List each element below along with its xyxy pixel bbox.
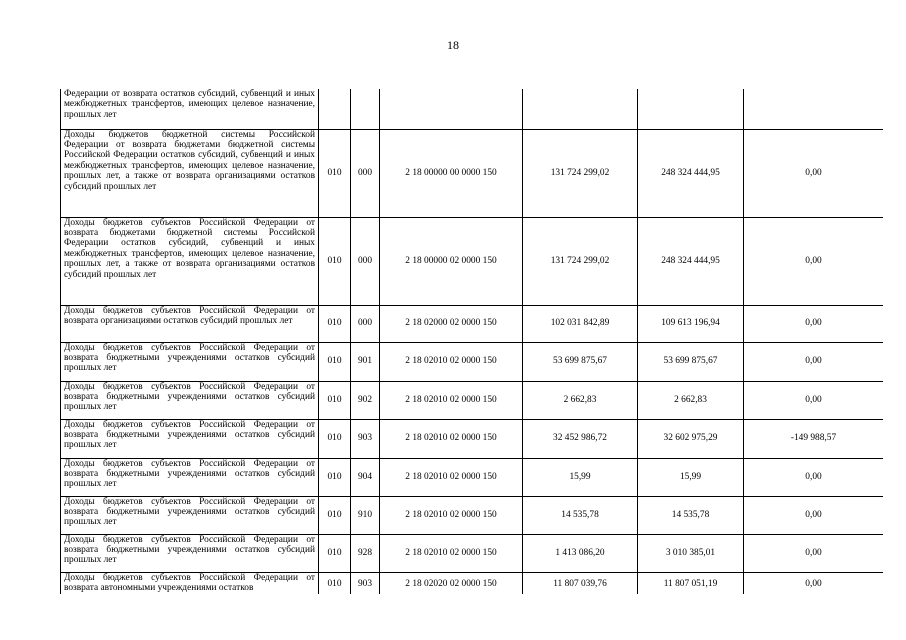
column-b-cell <box>351 89 380 129</box>
value-2-cell: 53 699 875,67 <box>638 342 744 381</box>
table-row <box>61 342 884 381</box>
description-cell: Федерации от возврата остатков субсидий, субвенций и иных межбюджетных трансфертов, имеющих целевое назначение, прошлых лет <box>61 89 319 129</box>
column-a-cell: 010 <box>319 572 351 594</box>
table-row <box>61 381 884 419</box>
value-2-cell: 14 535,78 <box>638 496 744 534</box>
value-3-cell: 0,00 <box>744 458 884 496</box>
description-cell: Доходы бюджетов субъектов Российской Федерации от возврата бюджетными учреждениями остатков субсидий прошлых лет <box>61 458 319 496</box>
column-b-cell: 928 <box>351 534 380 572</box>
budget-code-cell: 2 18 02010 02 0000 150 <box>380 496 523 534</box>
column-b-cell: 902 <box>351 381 380 419</box>
column-b-cell: 903 <box>351 572 380 594</box>
column-b-cell: 000 <box>351 305 380 342</box>
value-2-cell <box>638 89 744 129</box>
column-b-cell: 904 <box>351 458 380 496</box>
table-row <box>61 129 884 217</box>
value-3-cell: 0,00 <box>744 572 884 594</box>
value-3-cell: 0,00 <box>744 496 884 534</box>
description-cell: Доходы бюджетов субъектов Российской Федерации от возврата бюджетными учреждениями остатков субсидий прошлых лет <box>61 342 319 381</box>
value-3-cell: 0,00 <box>744 129 884 217</box>
column-a-cell: 010 <box>319 419 351 458</box>
table-row <box>61 217 884 305</box>
table-row <box>61 572 884 594</box>
budget-code-cell: 2 18 00000 02 0000 150 <box>380 217 523 305</box>
column-b-cell: 000 <box>351 129 380 217</box>
table-row <box>61 534 884 572</box>
column-a-cell: 010 <box>319 381 351 419</box>
column-a-cell: 010 <box>319 129 351 217</box>
value-1-cell <box>523 89 638 129</box>
table-container <box>60 89 883 594</box>
column-a-cell <box>319 89 351 129</box>
value-2-cell: 2 662,83 <box>638 381 744 419</box>
table-row <box>61 89 884 129</box>
value-3-cell <box>744 89 884 129</box>
table-row <box>61 458 884 496</box>
column-a-cell: 010 <box>319 534 351 572</box>
value-2-cell: 32 602 975,29 <box>638 419 744 458</box>
budget-code-cell: 2 18 02010 02 0000 150 <box>380 419 523 458</box>
budget-code-cell <box>380 89 523 129</box>
value-1-cell: 11 807 039,76 <box>523 572 638 594</box>
value-1-cell: 102 031 842,89 <box>523 305 638 342</box>
value-3-cell: 0,00 <box>744 217 884 305</box>
value-1-cell: 15,99 <box>523 458 638 496</box>
column-b-cell: 901 <box>351 342 380 381</box>
table-row <box>61 305 884 342</box>
budget-code-cell: 2 18 02010 02 0000 150 <box>380 458 523 496</box>
description-cell: Доходы бюджетов субъектов Российской Федерации от возврата автономными учреждениями остатков <box>61 572 319 594</box>
value-1-cell: 131 724 299,02 <box>523 129 638 217</box>
description-cell: Доходы бюджетов бюджетной системы Российской Федерации от возврата бюджетами бюджетной системы Российской Федерации остатков субсидий, субвенций и иных межбюджетных трансфертов, имеющих целевое назначение, прошлых лет, а также от возврата организациями остатков субсидий прошлых лет <box>61 129 319 217</box>
budget-code-cell: 2 18 02020 02 0000 150 <box>380 572 523 594</box>
budget-code-cell: 2 18 02010 02 0000 150 <box>380 342 523 381</box>
column-b-cell: 910 <box>351 496 380 534</box>
table-row <box>61 419 884 458</box>
description-cell: Доходы бюджетов субъектов Российской Федерации от возврата бюджетами бюджетной системы Российской Федерации остатков субсидий, субвенций и иных межбюджетных трансфертов, имеющих целевое назначение, прошлых лет, а также от возврата организациями остатков субсидий прошлых лет <box>61 217 319 305</box>
value-2-cell: 248 324 444,95 <box>638 129 744 217</box>
table-body <box>61 89 884 594</box>
value-1-cell: 131 724 299,02 <box>523 217 638 305</box>
value-2-cell: 3 010 385,01 <box>638 534 744 572</box>
value-3-cell: 0,00 <box>744 342 884 381</box>
value-2-cell: 15,99 <box>638 458 744 496</box>
column-b-cell: 903 <box>351 419 380 458</box>
value-3-cell: 0,00 <box>744 305 884 342</box>
value-2-cell: 109 613 196,94 <box>638 305 744 342</box>
budget-code-cell: 2 18 00000 00 0000 150 <box>380 129 523 217</box>
column-b-cell: 000 <box>351 217 380 305</box>
value-1-cell: 32 452 986,72 <box>523 419 638 458</box>
value-1-cell: 2 662,83 <box>523 381 638 419</box>
column-a-cell: 010 <box>319 458 351 496</box>
description-cell: Доходы бюджетов субъектов Российской Федерации от возврата бюджетными учреждениями остатков субсидий прошлых лет <box>61 534 319 572</box>
description-cell: Доходы бюджетов субъектов Российской Федерации от возврата бюджетными учреждениями остатков субсидий прошлых лет <box>61 419 319 458</box>
budget-code-cell: 2 18 02000 02 0000 150 <box>380 305 523 342</box>
column-a-cell: 010 <box>319 217 351 305</box>
description-cell: Доходы бюджетов субъектов Российской Федерации от возврата бюджетными учреждениями остатков субсидий прошлых лет <box>61 381 319 419</box>
description-cell: Доходы бюджетов субъектов Российской Федерации от возврата бюджетными учреждениями остатков субсидий прошлых лет <box>61 496 319 534</box>
column-a-cell: 010 <box>319 342 351 381</box>
table-row <box>61 496 884 534</box>
column-a-cell: 010 <box>319 496 351 534</box>
value-2-cell: 11 807 051,19 <box>638 572 744 594</box>
page-number: 18 <box>447 38 459 52</box>
budget-code-cell: 2 18 02010 02 0000 150 <box>380 534 523 572</box>
value-1-cell: 1 413 086,20 <box>523 534 638 572</box>
revenue-table <box>60 89 883 594</box>
value-1-cell: 14 535,78 <box>523 496 638 534</box>
description-cell: Доходы бюджетов субъектов Российской Федерации от возврата организациями остатков субсидий прошлых лет <box>61 305 319 342</box>
value-2-cell: 248 324 444,95 <box>638 217 744 305</box>
value-3-cell: -149 988,57 <box>744 419 884 458</box>
column-a-cell: 010 <box>319 305 351 342</box>
budget-code-cell: 2 18 02010 02 0000 150 <box>380 381 523 419</box>
value-1-cell: 53 699 875,67 <box>523 342 638 381</box>
value-3-cell: 0,00 <box>744 534 884 572</box>
value-3-cell: 0,00 <box>744 381 884 419</box>
